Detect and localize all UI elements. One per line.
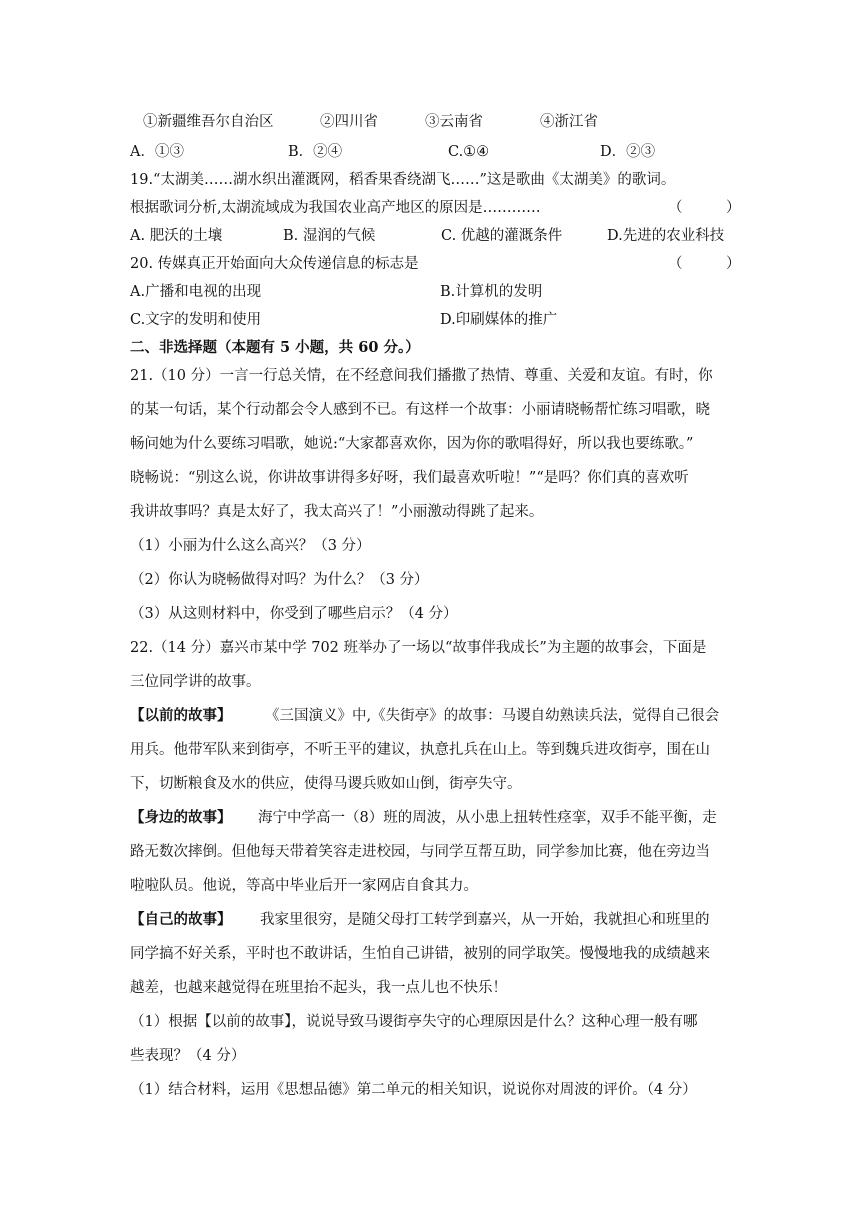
- q19-stem-line-1: 19.“太湖美……湖水织出灌溉网，稻香果香绕湖飞……”这是歌曲《太湖美》的歌词。: [130, 172, 676, 188]
- q18-option-c: C.①④: [448, 144, 490, 160]
- story1-tag: 【以前的故事】: [130, 707, 232, 724]
- story3-text-line: 我家里很穷，是随父母打工转学到嘉兴，从一开始，我就担心和班里的: [260, 912, 710, 928]
- q22-subquestion-1-cont: 些表现？（4 分）: [130, 1048, 246, 1064]
- q20-stem: 20. 传媒真正开始面向大众传递信息的标志是: [130, 256, 419, 272]
- q19-option-d: D.先进的农业科技: [607, 228, 725, 244]
- q19-stem-line-2: 根据歌词分析,太湖流域成为我国农业高产地区的原因是…………: [130, 200, 541, 216]
- q19-option-c: C. 优越的灌溉条件: [441, 228, 563, 244]
- q19-option-b: B. 湿润的气候: [283, 228, 376, 244]
- q21-text-line: 畅问她为什么要练习唱歌，她说:“大家都喜欢你，因为你的歌唱得好，所以我也要练歌。”: [130, 436, 694, 452]
- story3-text-line: 越差，也越来越觉得在班里抬不起头，我一点儿也不快乐！: [130, 980, 507, 996]
- q21-subquestion-3: （3）从这则材料中，你受到了哪些启示？（4 分）: [130, 606, 458, 622]
- story2-text-line: 海宁中学高一（8）班的周波，从小患上扭转性痉挛，双手不能平衡，走: [258, 810, 717, 826]
- q19-option-a: A. 肥沃的土壤: [130, 228, 223, 244]
- q18-option-b: B．②④: [288, 144, 343, 160]
- q19-answer-paren: （ ）: [668, 200, 741, 216]
- q22-subquestion-2: （1）结合材料，运用《思想品德》第二单元的相关知识，说说你对周波的评价。（4 分）: [130, 1082, 697, 1098]
- story3-text-line: 同学搞不好关系，平时也不敢讲话，生怕自己讲错，被别的同学取笑。慢慢地我的成绩越来: [130, 946, 710, 962]
- q20-option-b: B.计算机的发明: [440, 284, 543, 300]
- q21-text-line: 我讲故事吗？真是太好了，我太高兴了！”小丽激动得跳了起来。: [130, 504, 544, 520]
- story2-text-line: 啦啦队员。他说，等高中毕业后开一家网店自食其力。: [130, 878, 478, 894]
- q18-item-1: ①新疆维吾尔自治区: [143, 114, 274, 130]
- story1-text-line: 《三国演义》中,《失街亭》的故事：马谡自幼熟读兵法，觉得自己很会: [265, 708, 720, 724]
- q22-text-line: 22.（14 分）嘉兴市某中学 702 班举办了一场以“故事伴我成长”为主题的故事会，下面是: [130, 640, 707, 656]
- q18-option-a: A．①③: [130, 144, 184, 160]
- q21-subquestion-1: （1）小丽为什么这么高兴？（3 分）: [130, 538, 371, 554]
- q22-text-line: 三位同学讲的故事。: [130, 674, 261, 690]
- q20-option-c: C.文字的发明和使用: [130, 312, 262, 328]
- q22-subquestion-1: （1）根据【以前的故事】，说说导致马谡街亭失守的心理原因是什么？这种心理一般有哪: [130, 1014, 698, 1030]
- story3-tag: 【自己的故事】: [130, 911, 232, 928]
- q21-text-line: 的某一句话，某个行动都会令人感到不已。有这样一个故事：小丽请晓畅帮忙练习唱歌，晓: [130, 402, 710, 418]
- story2-tag: 【身边的故事】: [130, 809, 232, 826]
- q20-answer-paren: （ ）: [668, 256, 741, 272]
- q20-option-a: A.广播和电视的出现: [130, 284, 262, 300]
- q21-text-line: 晓畅说：“别这么说，你讲故事讲得多好呀，我们最喜欢听啦！”“是吗？你们真的喜欢听: [130, 470, 689, 486]
- story1-text-line: 下，切断粮食及水的供应，使得马谡兵败如山倒，街亭失守。: [130, 776, 522, 792]
- q21-text-line: 21.（10 分）一言一行总关情，在不经意间我们播撒了热情、尊重、关爱和友谊。有时，你: [130, 368, 713, 384]
- story1-text-line: 用兵。他带军队来到街亭，不听王平的建议，执意扎兵在山上。等到魏兵进攻街亭，围在山: [130, 742, 710, 758]
- section-title: 二、非选择题（本题有 5 小题，共 60 分。）: [130, 339, 420, 356]
- q18-item-4: ④浙江省: [540, 114, 598, 130]
- q20-option-d: D.印刷媒体的推广: [440, 312, 558, 328]
- q18-option-d: D．②③: [600, 144, 656, 160]
- q18-item-2: ②四川省: [320, 114, 378, 130]
- q21-subquestion-2: （2）你认为晓畅做得对吗？为什么？（3 分）: [130, 572, 429, 588]
- story2-text-line: 路无数次摔倒。但他每天带着笑容走进校园，与同学互帮互助，同学参加比赛，他在旁边当: [130, 844, 710, 860]
- q18-item-3: ③云南省: [425, 114, 483, 130]
